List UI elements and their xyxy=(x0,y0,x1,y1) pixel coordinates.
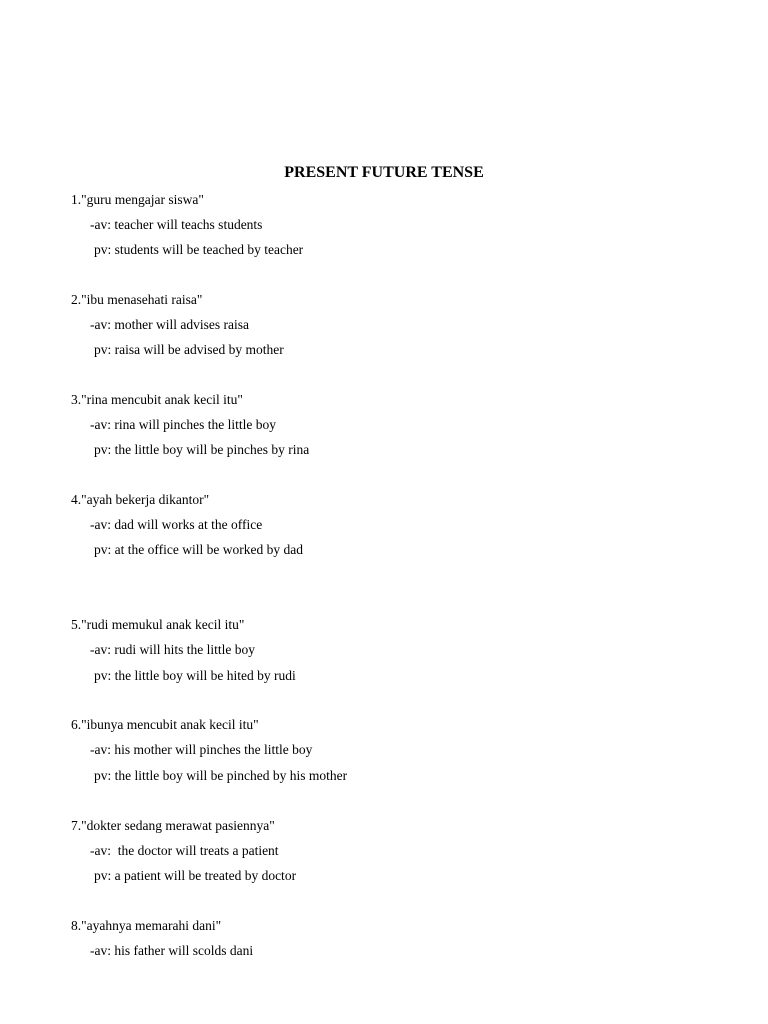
sentence-6: 6."ibunya mencubit anak kecil itu" xyxy=(71,717,259,732)
sentence-7: 7."dokter sedang merawat pasiennya" xyxy=(71,818,275,833)
passive-voice-3: pv: the little boy will be pinches by rina xyxy=(94,442,310,457)
passive-voice-2: pv: raisa will be advised by mother xyxy=(94,342,284,357)
active-voice-5: -av: rudi will hits the little boy xyxy=(90,642,255,657)
sentence-1: 1."guru mengajar siswa" xyxy=(71,192,204,207)
sentence-8: 8."ayahnya memarahi dani" xyxy=(71,918,222,933)
sentence-5: 5."rudi memukul anak kecil itu" xyxy=(71,617,245,632)
passive-voice-4: pv: at the office will be worked by dad xyxy=(94,542,303,557)
active-voice-3: -av: rina will pinches the little boy xyxy=(90,417,276,432)
active-voice-1: -av: teacher will teachs students xyxy=(90,217,263,232)
passive-voice-6: pv: the little boy will be pinched by his mother xyxy=(94,768,348,783)
active-voice-2: -av: mother will advises raisa xyxy=(90,317,249,332)
active-voice-6: -av: his mother will pinches the little boy xyxy=(90,742,313,757)
active-voice-4: -av: dad will works at the office xyxy=(90,517,263,532)
sentence-3: 3."rina mencubit anak kecil itu" xyxy=(71,392,243,407)
passive-voice-5: pv: the little boy will be hited by rudi xyxy=(94,668,296,683)
sentence-4: 4."ayah bekerja dikantor" xyxy=(71,492,210,507)
passive-voice-1: pv: students will be teached by teacher xyxy=(94,242,304,257)
active-voice-7: -av: the doctor will treats a patient xyxy=(90,843,279,858)
document-title: PRESENT FUTURE TENSE xyxy=(284,164,484,181)
active-voice-8: -av: his father will scolds dani xyxy=(90,943,254,958)
sentence-2: 2."ibu menasehati raisa" xyxy=(71,292,203,307)
passive-voice-7: pv: a patient will be treated by doctor xyxy=(94,868,297,883)
